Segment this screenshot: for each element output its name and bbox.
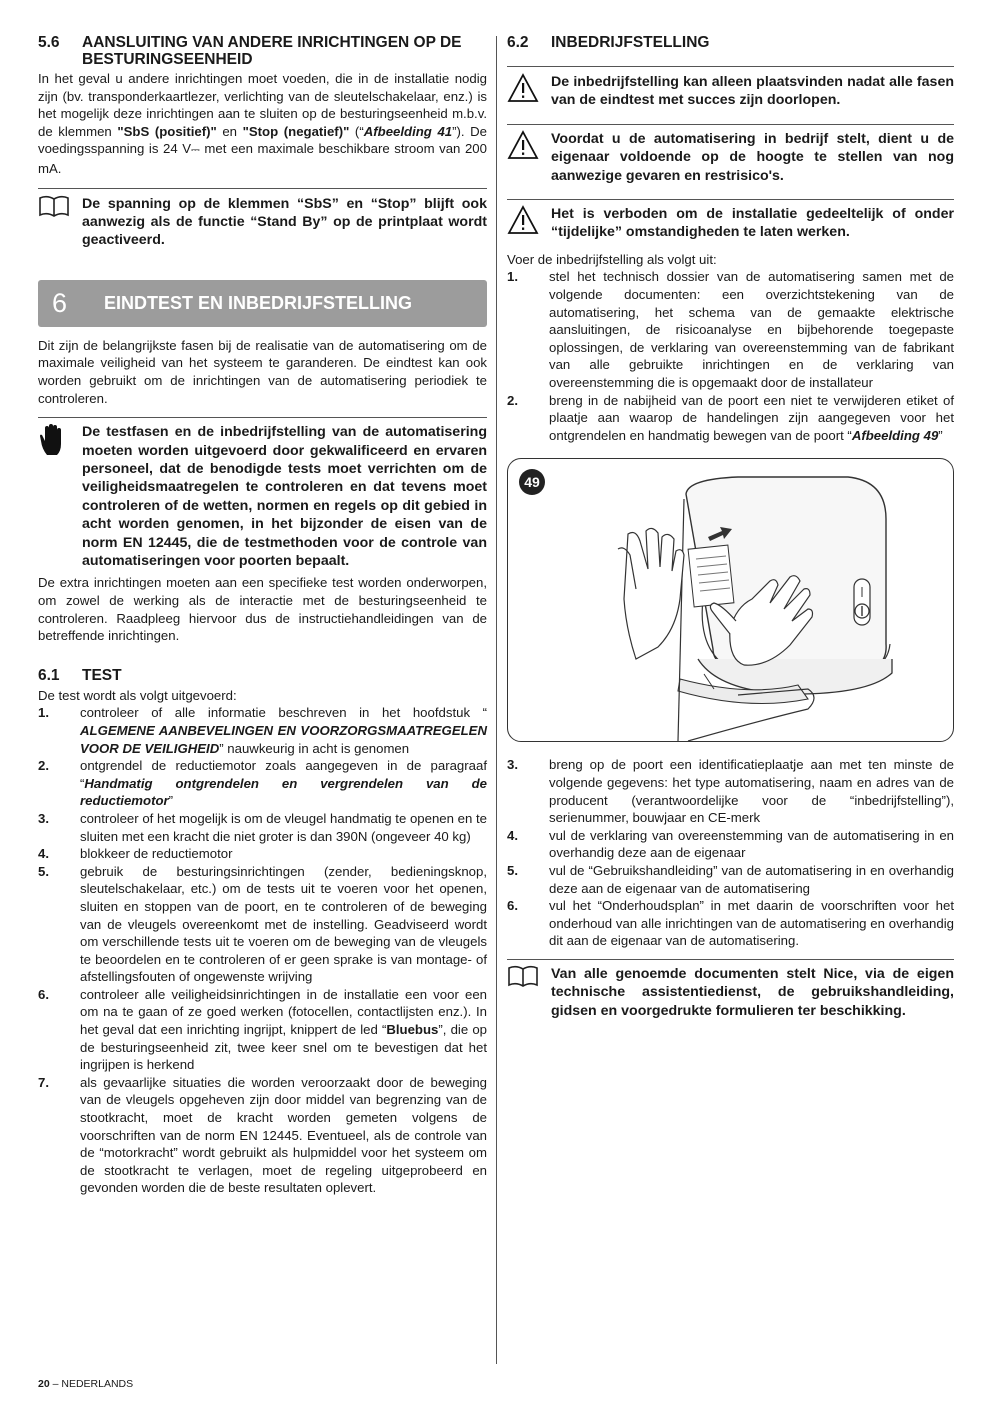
item-number: 4. (38, 846, 49, 862)
text-run: en (216, 123, 243, 139)
warning-block (38, 423, 487, 570)
item-text: breng op de poort een identificatieplaatje aan met ten minste de volgende gegevens: het type automatisering, naam en adres van de producent (verantwoordelijke voor de “inbedrijfstelling”), serienummer, bouwjaar en CE-merk (549, 757, 954, 826)
item-number: 6. (38, 986, 49, 1002)
divider (507, 199, 954, 200)
warning-triangle-icon (507, 73, 551, 110)
list-item (38, 704, 487, 757)
test-lead: De test wordt als volgt uitgevoerd: (38, 687, 237, 703)
note-block (507, 965, 954, 1020)
text-run: controleer of alle informatie beschreven in het hoofdstuk “ (80, 705, 487, 721)
book-icon (38, 195, 82, 250)
item-text: stel het technisch dossier van de automatisering samen met de volgende documenten: een overzichtstekening van de automatisering, het schema van de gemaakte elektrische aansluitingen, de risicoanalyse en bijbehorende toegepaste oplossingen, de verklaring van overeenstemming van de fabrikant van alle gebruikte inrichtingen en de verklaring van overeenstemming die is opgemaakt door de installateur (549, 269, 954, 390)
item-text: vul de “Gebruikshandleiding” van de automatisering in en overhandig deze aan de eigenaar van de automatisering (549, 862, 954, 896)
divider (507, 124, 954, 125)
item-number: 2. (507, 392, 518, 408)
item-text: controleer of het mogelijk is om de vleugel handmatig te openen en te sluiten met een kracht die niet groter is dan 390N (ongeveer 40 kg) (80, 810, 487, 844)
right-column (507, 34, 954, 1020)
item-number: 7. (38, 1074, 49, 1090)
text-run: ” (938, 427, 943, 443)
warning-block (507, 73, 954, 110)
footer-language: – NEDERLANDS (49, 1378, 134, 1390)
section-number: 6.1 (38, 666, 60, 684)
item-number: 5. (507, 862, 518, 878)
commissioning-steps-list-continued (507, 756, 954, 950)
figure-49 (507, 458, 954, 742)
item-number: 6. (507, 898, 518, 914)
section-5-6-heading (38, 34, 487, 68)
list-item (507, 756, 954, 826)
list-item (507, 392, 954, 445)
motor-release-illustration (508, 459, 954, 741)
hand-stop-icon (38, 423, 82, 570)
item-text: vul de verklaring van overeenstemming van de automatisering in en overhandig deze aan de eigenaar (549, 827, 954, 861)
chapter-number: 6 (52, 287, 68, 318)
list-item (507, 897, 954, 950)
figure-reference: Afbeelding 41 (363, 123, 453, 139)
divider (38, 188, 487, 189)
cross-reference: ALGEMENE AANBEVELINGEN EN VOORZORGSMAATREGELEN VOOR DE VEILIGHEID (80, 722, 487, 756)
warning-triangle-icon (507, 205, 551, 242)
item-number: 3. (507, 757, 518, 773)
section-6-2-heading (507, 34, 954, 51)
section-title: AANSLUITING VAN ANDERE INRICHTINGEN OP DE BESTURINGSEENHEID (82, 34, 462, 68)
section-5-6-paragraph (38, 70, 487, 178)
item-number: 3. (38, 810, 49, 826)
book-icon (507, 965, 551, 1020)
text-run: In het geval u andere inrichtingen moet voeden, die in de installatie nodig zijn (bv. transponderkaartlezer, verlichting van de sleutelschakelaar, enz.) is het mogelijk deze inrichtingen aan te sluiten op de besturingseenheid m.b.v. de klemmen (38, 71, 487, 139)
list-item (507, 268, 954, 391)
item-text: blokkeer de reductiemotor (80, 846, 233, 862)
section-number: 6.2 (507, 34, 529, 51)
item-number: 1. (507, 269, 518, 285)
column-divider (496, 36, 497, 1364)
page-number: 20 (38, 1378, 50, 1390)
warning-text: De testfasen en de inbedrijfstelling van de automatisering moeten worden uitgevoerd door gekwalificeerd en ervaren personeel, dat de benodigde tests moet verrichten om de veiligheidsmaatregelen te controleren en dat tevens moet controleren of de wetten, normen en regels op dit gebied in acht worden genomen, in het bijzonder de eisen van de norm EN 12445, die de testmethoden voor de controle van automatiseringen voor poorten bepaalt. (82, 424, 487, 569)
section-title: TEST (82, 666, 122, 684)
chapter-title: EINDTEST EN INBEDRIJFSTELLING (104, 292, 413, 313)
item-number: 2. (38, 758, 49, 774)
list-item (38, 863, 487, 986)
warning-block (507, 205, 954, 242)
item-text: gebruik de besturingsinrichtingen (zender, bedieningsknop, sleutelschakelaar, etc.) om de tests uit te voeren voor het openen, sluiten en stoppen van de poort, en te controleren of de beweging van de vleugels overeenkomt met de instelling. Geadviseerd wordt om verschillende tests uit te voeren om de beweging van de vleugels te beoordelen en te controleren of er geen sprake is van montage- of afstellingsfouten of ongewenste wrijving (80, 863, 487, 985)
figure-number-badge: 49 (519, 469, 545, 495)
note-text: Van alle genoemde documenten stelt Nice, via de eigen technische assistentiedienst, de gebruikshandleiding, gidsen en voorgedrukte formulieren ter beschikking. (551, 965, 954, 1019)
list-item (507, 827, 954, 862)
dc-symbol: ⎓ (191, 144, 200, 157)
list-item (38, 845, 487, 863)
bluebus-term: Bluebus (386, 1022, 439, 1038)
chapter-intro: Dit zijn de belangrijkste fasen bij de realisatie van de automatisering om de maximale veiligheid van het systeem te garanderen. De eindtest kan ook worden gebruikt om de inrichtingen van de automatisering periodiek te controleren. (38, 337, 487, 406)
chapter-6-banner (38, 280, 487, 327)
list-item (38, 757, 487, 810)
figure-reference: Afbeelding 49 (851, 427, 939, 443)
divider (507, 66, 954, 67)
cross-reference: Handmatig ontgrendelen en vergrendelen van de reductiemotor (80, 775, 487, 809)
warning-text: Het is verboden om de installatie gedeeltelijk of onder “tijdelijke” omstandigheden te laten werken. (551, 206, 954, 241)
text-run: met een maximale beschikbare stroom van 200 mA. (38, 141, 487, 176)
text-run-bold: "SbS (positief)" (117, 123, 217, 139)
item-number: 1. (38, 705, 49, 721)
list-item (507, 862, 954, 897)
extra-paragraph: De extra inrichtingen moeten aan een specifieke test worden onderworpen, om zowel de werking als de interactie met de besturingseenheid te controleren. Raadpleeg hiervoor dus de instructiehandleidingen van de betreffende inrichtingen. (38, 575, 487, 644)
item-number: 5. (38, 863, 49, 879)
section-number: 5.6 (38, 34, 60, 51)
item-number: 4. (507, 827, 518, 843)
text-run: breng in de nabijheid van de poort een niet te verwijderen etiket of plaatje aan waarop de handelingen zijn aangegeven voor het ontgrendelen en handmatig bewegen van de poort “ (549, 392, 954, 443)
text-run: ”). De voedingsspanning is 24 V (38, 123, 487, 157)
page-footer (38, 1378, 133, 1390)
item-text: als gevaarlijke situaties die worden veroorzaakt door de beweging van de vleugels opgeheven zijn door middel van begrenzing van de stootkracht, moet de kracht worden gemeten volgens de voorschriften van de norm EN 12445. Eventueel, als de controle van de “motorkracht” wordt gebruikt als hulpmiddel voor het systeem om de stootkracht te verlagen, moet de regeling uitgeprobeerd en gevonden worden die de beste resultaten oplevert. (80, 1074, 487, 1196)
commissioning-lead: Voer de inbedrijfstelling als volgt uit: (507, 251, 717, 267)
note-text: De spanning op de klemmen “SbS” en “Stop” blijft ook aanwezig als de functie “Stand By” op de printplaat wordt geactiveerd. (82, 195, 487, 249)
list-item (38, 810, 487, 845)
list-item (38, 986, 487, 1074)
note-block (38, 195, 487, 250)
text-run: ontgrendel de reductiemotor zoals aangegeven in de paragraaf “ (80, 758, 487, 791)
text-run: ” (168, 793, 174, 809)
text-run: controleer alle veiligheidsinrichtingen in de installatie een voor een om na te gaan of ze goed werken (fotocellen, contactlijsten enz.). In het geval dat een inrichting ingrijpt, knippert de led “ (80, 986, 487, 1038)
left-column (38, 34, 487, 1197)
warning-text: Voordat u de automatisering in bedrijf stelt, dient u de eigenaar voldoende op de hoogte te stellen van nog aanwezige gevaren en restrisico's. (551, 130, 954, 184)
text-run-bold: "Stop (negatief)" (242, 123, 350, 139)
text-run: (“ (349, 123, 364, 139)
section-title: INBEDRIJFSTELLING (551, 34, 710, 51)
divider (507, 959, 954, 960)
warning-text: De inbedrijfstelling kan alleen plaatsvinden nadat alle fasen van de eindtest met succes zijn doorlopen. (551, 74, 954, 109)
warning-block (507, 130, 954, 185)
item-text: vul het “Onderhoudsplan” in met daarin de voorschriften voor het onderhoud van alle inrichtingen van de automatisering en overhandig dit aan de eigenaar van de automatisering. (549, 898, 954, 949)
test-steps-list (38, 704, 487, 1197)
divider (38, 417, 487, 418)
warning-triangle-icon (507, 130, 551, 185)
commissioning-steps-list (507, 268, 954, 444)
text-run: ”, die op de besturingseenheid zit, twee keer snel om te bevestigen dat het ingrijpen is herkend (80, 1022, 488, 1073)
text-run: ” nauwkeurig in acht is genomen (219, 740, 410, 756)
list-item (38, 1074, 487, 1197)
section-6-1-heading (38, 667, 487, 684)
